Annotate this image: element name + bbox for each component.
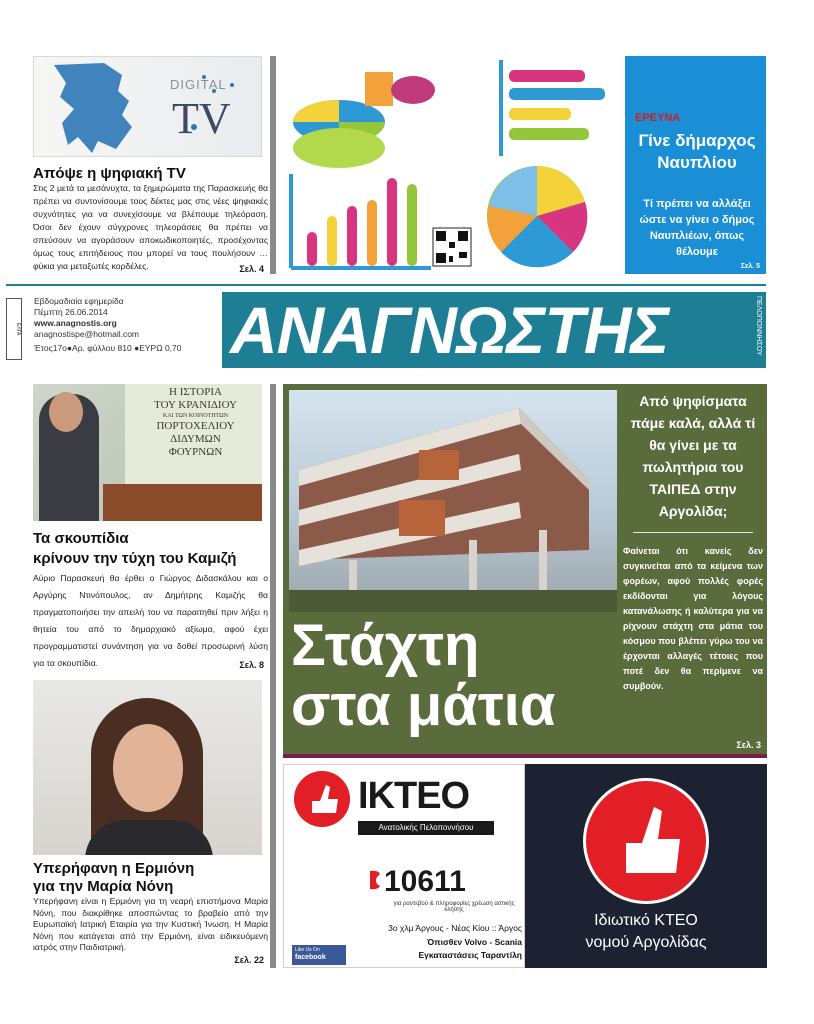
tv-headline[interactable]: Απόψε η ψηφιακή TV: [33, 165, 186, 182]
podium: [103, 484, 262, 521]
tv-label: TV: [172, 94, 231, 143]
lead-story[interactable]: [283, 384, 767, 754]
facebook-badge[interactable]: Like Us On facebook: [292, 945, 346, 965]
column-divider-top: [270, 56, 276, 274]
masthead-email[interactable]: anagnostispe@hotmail.com: [34, 329, 140, 339]
masthead-issue: Έτος17ο●Αρ. φύλλου 810 ●ΕΥΡΩ 0,70: [34, 343, 182, 353]
thumbs-up-large-icon: [583, 778, 709, 904]
ikteo-ad-right[interactable]: [525, 764, 767, 968]
research-kicker: ΕΡΕΥΝΑ: [635, 112, 681, 124]
tv-body: Στις 2 μετά τα μεσάνυχτα, τα ξημερώματα της Παρασκευής θα πρέπει να συντονίσουμε τους δέκτες μας στις νέες ψηφιακές συχνότητες για να συνεχίσουμε να βλέπουμε τηλεόραση. Όσοι δεν έχουν σύγχρονες τηλεοράσεις θα πρέπει να σπεύσουν να αγοράσουν αποκωδικοποιητές, προσέχοντας όμως τους επιτήδειους που μπορεί να τους πουλήσουν …φύκια για μεταξωτές κορδέλες.: [33, 183, 268, 271]
research-title: Γίνε δήμαρχος Ναυπλίου: [638, 131, 756, 172]
ad-address: 3ο χλμ Άργους - Νέας Κίου :: Άργος: [388, 923, 522, 933]
digital-tv-image: [33, 56, 262, 157]
charts-illustration: [283, 56, 625, 274]
lead-title: [291, 613, 556, 738]
phone-icon: [368, 869, 382, 891]
newspaper-logo[interactable]: [222, 292, 766, 368]
lead-title-line2: στα μάτια: [291, 673, 556, 738]
lead-accent-bar: [283, 754, 767, 758]
lead-body: Φαίνεται ότι κανείς δεν συγκινείται από τα κείμενα των φορέων, αφού πολλές φορές εκδίδονται για λόγους κατανάλωσης ή καλύτερα για να ρίχνουν στάχτη στα μάτια του κόσμου που βλέπει γύρω του να έρχονται αλλαγές τέτοιες που ποτέ δεν θα περίμενε να συμβούν.: [623, 546, 763, 691]
ad-right-line1: Ιδιωτικό ΚΤΕΟ: [594, 912, 698, 929]
shoulders: [85, 820, 213, 855]
lead-page-ref: Σελ. 3: [736, 740, 761, 750]
ad-phone[interactable]: 10611: [384, 865, 466, 898]
kamizis-photo: [33, 384, 262, 521]
noni-body: Υπερήφανη είναι η Ερμιόνη για τη νεαρή επιστήμονα Μαρία Νόνη, που διακρίθηκε αποσπώντας το βραβείο από την Ευρωπαϊκή Ιατρική Εταιρία για την Κυστική Ίνωση. Η Μαρία Νόνη που κατάγεται από την Ερμιόνη, είναι ειδικευόμενη ιατρός στην Παιδιατρική.: [33, 896, 268, 952]
kamizis-body: Αύριο Παρασκευή θα έρθει ο Γιώργος Διδασκάλου και ο Αργύρης Ντινόπουλος, αν Δημήτρης Καμιζής θα πραγματοποιήσει την απειλή του να παραιτηθεί πριν λήξει η θητεία του από το δημαρχιακό αξίωμα, αφού έχει προγραμματιστεί συνάντηση για να δοθεί προσωρινή λύση για τα σκουπίδια.: [33, 573, 268, 668]
charts-graphic: [283, 56, 625, 274]
ad-right-line2: νομού Αργολίδας: [585, 934, 707, 951]
elta-badge: ΕΛΤΑ: [6, 298, 22, 360]
banner-text: Η ΙΣΤΟΡΙΑ ΤΟΥ ΚΡΑΝΙΔΙΟΥ ΚΑΙ ΤΩΝ ΚΟΙΝΟΤΗΤΩΝ ΠΟΡΤΟΧΕΛΙΟΥ ΔΙΔΥΜΩΝ ΦΟΥΡΝΩΝ: [154, 386, 237, 458]
ad-phone-note: για ραντεβού & πληροφορίες χρέωση αστικής κλήσης: [393, 901, 515, 913]
speaker-face: [49, 392, 83, 432]
ad-brand: ΙΚΤΕΟ: [358, 775, 470, 817]
masthead-rule-top: [6, 284, 766, 286]
kamizis-headline-2[interactable]: κρίνουν την τύχη του Καμιζή: [33, 550, 237, 567]
thumbs-up-icon: [294, 771, 350, 827]
lead-divider: [633, 532, 753, 533]
kamizis-page-ref[interactable]: Σελ. 8: [239, 660, 264, 670]
ikteo-ad[interactable]: [283, 764, 525, 968]
masthead-type: Εβδομαδιαία εφημερίδα: [34, 296, 124, 306]
research-subtitle: Τί πρέπει να αλλάξει ώστε να γίνει ο δήμος Ναυπλιέων, όπως θέλουμε: [639, 198, 755, 258]
face: [113, 724, 183, 812]
logo-text: ΑΝΑΓΝΩΣΤΗΣ: [230, 293, 669, 367]
tv-page-ref[interactable]: Σελ. 4: [239, 264, 264, 274]
building-illustration: [289, 390, 617, 612]
column-divider-bottom: [270, 384, 276, 968]
digital-label: DIGITAL: [170, 77, 227, 92]
kamizis-headline-1[interactable]: Τα σκουπίδια: [33, 530, 129, 547]
research-page-ref: Σελ. 5: [740, 263, 760, 270]
research-box[interactable]: [625, 56, 766, 274]
maria-noni-photo: [33, 680, 262, 855]
lead-question: Από ψηφίσματα πάμε καλά, αλλά τί θα γίνει με τα πωλητήρια του ΤΑΙΠΕΔ στην Αργολίδα;: [630, 393, 756, 519]
ad-region: Ανατολικής Πελοποννήσου: [358, 821, 494, 835]
lead-title-line1: Στάχτη: [291, 613, 480, 678]
noni-headline-2[interactable]: για την Μαρία Νόνη: [33, 878, 174, 895]
masthead-website[interactable]: www.anagnostis.org: [34, 318, 117, 328]
lead-photo-building: [289, 390, 617, 612]
ad-address2: Όπισθεν Volvo - Scania: [427, 937, 522, 947]
noni-headline-1[interactable]: Υπερήφανη η Ερμιόνη: [33, 860, 195, 877]
masthead-date: Πέμπτη 26.06.2014: [34, 307, 108, 317]
masthead-details: [34, 296, 181, 354]
ad-address3: Εγκαταστάσεις Ταραντίλη: [418, 950, 522, 960]
logo-subtitle: ΠΕΛΟΠΟΝΝΗΣΟΥ: [755, 296, 762, 356]
noni-page-ref[interactable]: Σελ. 22: [234, 955, 264, 965]
